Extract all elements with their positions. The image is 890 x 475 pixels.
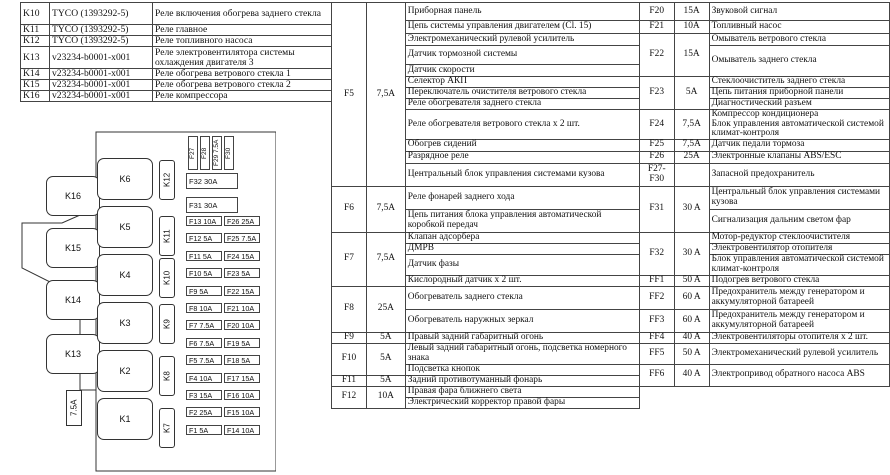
fuse-code: F22 [639, 34, 674, 77]
fuse-f20: F20 10A [224, 320, 260, 330]
relay-desc: Реле главное [153, 25, 332, 36]
fuse-desc: Электрический корректор правой фары [405, 397, 639, 408]
fuse-code: F6 [332, 186, 367, 232]
fuse-amp: 15A [674, 34, 709, 77]
relay-desc: Реле обогрева ветрового стекла 1 [153, 69, 332, 80]
fuse-amp: 10A [366, 386, 405, 408]
fuse-desc: Электровентилятор отопителя [709, 243, 889, 254]
fuse-desc: Центральный блок управления системами кузова [405, 163, 639, 186]
relay-row [21, 91, 332, 102]
relay-k7: K7 [159, 408, 175, 448]
fuse-desc: Правый задний габаритный огонь [405, 332, 639, 343]
fuse-code: F32 [639, 232, 674, 275]
fuse-code: FF2 [639, 286, 674, 309]
relay-code: K11 [21, 25, 50, 36]
fuse-amp: 5A [366, 375, 405, 386]
fuse-amp: 25A [366, 286, 405, 332]
fuse-amp: 7,5A [674, 110, 709, 140]
fuse-f16: F16 10A [224, 390, 260, 400]
fuse-desc: Стеклоочиститель заднего стекла [709, 77, 889, 88]
fuse-desc [709, 110, 889, 140]
fuse-amp: 5A [366, 343, 405, 375]
fuse-f24: F24 15A [224, 251, 260, 261]
fuse-desc: Датчик скорости [405, 65, 639, 77]
fuse-code: F26 [639, 151, 674, 163]
relay-row [21, 47, 332, 69]
fuse-f30: F30 [224, 136, 234, 170]
relay-code: K13 [21, 47, 50, 69]
fuse-desc: Блок управления автоматической системой климат-контроля [709, 254, 889, 275]
fuse-desc: Электромеханический рулевой усилитель [405, 34, 639, 46]
relay-k3: K3 [97, 302, 153, 344]
fuse-code: F11 [332, 375, 367, 386]
relay-k2: K2 [97, 350, 153, 392]
fuse-f13: F13 10A [186, 216, 222, 226]
fuse-desc: Электропривод обратного насоса ABS [709, 364, 889, 386]
fuse-desc: Реле обогревателя заднего стекла [405, 99, 639, 110]
fuse-desc: Селектор АКП [405, 77, 639, 88]
relay-code: K14 [21, 69, 50, 80]
fuse-code: FF5 [639, 343, 674, 364]
fuse-amp: 40 A [674, 364, 709, 386]
fuse-f3: F3 15A [186, 390, 222, 400]
fuse-f4: F4 10A [186, 373, 222, 383]
fuse-desc: Обогреватель заднего стекла [405, 286, 639, 309]
relay-k16: K16 [46, 176, 100, 216]
relay-k6: K6 [97, 158, 153, 200]
fuse-amp: 30 A [674, 232, 709, 275]
fuse-f8: F8 10A [186, 303, 222, 313]
fuse-box-diagram [12, 128, 276, 473]
relay-code: K16 [21, 91, 50, 102]
fuse-desc: Запасной предохранитель [709, 163, 889, 186]
relay-k13: K13 [46, 334, 100, 374]
fuse-amp: 7,5A [366, 232, 405, 286]
fuse-code: F20 [639, 3, 674, 21]
fuse-table [331, 2, 890, 409]
relay-k10: K10 [159, 258, 175, 298]
fuse-f17: F17 15A [224, 373, 260, 383]
fuse-f1: F1 5A [186, 425, 222, 435]
fuse-desc: Датчик педали тормоза [709, 139, 889, 151]
fuse-f19: F19 5A [224, 338, 260, 348]
fuse-desc: Центральный блок управления системами кузова [709, 186, 889, 209]
relay-code: K10 [21, 3, 50, 25]
fuse-amp: 30 A [674, 186, 709, 232]
fuse-desc: Звуковой сигнал [709, 3, 889, 21]
fuse-desc: Обогрев сидений [405, 139, 639, 151]
relay-k5: K5 [97, 206, 153, 248]
fuse-f31: F31 30A [186, 197, 238, 213]
fuse-code: F8 [332, 286, 367, 332]
relay-table [20, 2, 332, 102]
fuse-desc: Датчик тормозной системы [405, 46, 639, 65]
fuse-amp: 25A [674, 151, 709, 163]
fuse-amp [674, 163, 709, 186]
fuse-desc: Предохранитель между генератором и аккумуляторной батареей [709, 286, 889, 309]
relay-desc: Реле электровентилятора системы охлаждения двигателя 3 [153, 47, 332, 69]
relay-k4: K4 [97, 254, 153, 296]
relay-k8: K8 [159, 356, 175, 396]
fuse-f9: F9 5A [186, 286, 222, 296]
fuse-desc: Обогреватель наружных зеркал [405, 309, 639, 332]
fuse-f26: F26 25A [224, 216, 260, 226]
fuse-desc: Цепь питания блока управления автоматической коробкой передач [405, 209, 639, 232]
fuse-desc: Переключатель очистителя ветрового стекла [405, 88, 639, 99]
relay-part: v23234-b0001-x001 [50, 80, 153, 91]
fuse-desc: Сигнализация дальним светом фар [709, 209, 889, 232]
fuse-f32: F32 30A [186, 173, 238, 189]
fuse-code: F31 [639, 186, 674, 232]
fuse-f5: F5 7.5A [186, 355, 222, 365]
fuse-amp: 50 A [674, 343, 709, 364]
fuse-f25: F25 7.5A [224, 233, 260, 243]
fuse-desc-line: Компрессор кондиционера [711, 109, 819, 119]
fuse-f6: F6 7.5A [186, 338, 222, 348]
relay-code: K15 [21, 80, 50, 91]
fuse-code: F23 [639, 77, 674, 110]
fuse-desc: Датчик фазы [405, 254, 639, 275]
relay-row [21, 36, 332, 47]
relay-k14: K14 [46, 280, 100, 320]
fuse-desc: Цепь системы управления двигателем (Cl. 15) [405, 21, 639, 34]
fuse-f15: F15 10A [224, 407, 260, 417]
fuse-desc: Реле обогревателя ветрового стекла х 2 шт. [405, 110, 639, 140]
fuse-f10: F10 5A [186, 268, 222, 278]
fuse-amp: 7,5A [674, 139, 709, 151]
relay-k15: K15 [46, 228, 100, 268]
fuse-amp: 60 A [674, 309, 709, 332]
fuse-amp: 5A [674, 77, 709, 110]
fuse-amp: 60 A [674, 286, 709, 309]
fuse-desc: Омыватель ветрового стекла [709, 34, 889, 46]
fuse-code: F5 [332, 3, 367, 187]
relay-desc: Реле компрессора [153, 91, 332, 102]
fuse-desc: Омыватель заднего стекла [709, 46, 889, 77]
fuse-desc-line: Блок управления автоматической системой климат-контроля [711, 118, 884, 139]
relay-k9: K9 [159, 304, 175, 344]
fuse-desc: Левый задний габаритный огонь, подсветка номерного знака [405, 343, 639, 364]
fuse-code: F25 [639, 139, 674, 151]
fuse-code: F24 [639, 110, 674, 140]
fuse-desc: Мотор-редуктор стеклоочистителя [709, 232, 889, 243]
fuse-code: F9 [332, 332, 367, 343]
fuse-code: F21 [639, 21, 674, 34]
fuse-f7: F7 7.5A [186, 320, 222, 330]
fuse-code: FF6 [639, 364, 674, 386]
fuse-desc: Реле фонарей заднего хода [405, 186, 639, 209]
fuse-f12: F12 5A [186, 233, 222, 243]
relay-desc: Реле включения обогрева заднего стекла [153, 3, 332, 25]
fuse-f21: F21 10A [224, 303, 260, 313]
fuse-desc: Электронные клапаны ABS/ESC [709, 151, 889, 163]
fuse-desc: Цепь питания приборной панели [709, 88, 889, 99]
relay-part: v23234-b0001-x001 [50, 69, 153, 80]
relay-row [21, 25, 332, 36]
fuse-f11: F11 5A [186, 251, 222, 261]
fuse-amp: 50 A [674, 275, 709, 286]
fuse-f14: F14 10A [224, 425, 260, 435]
fuse-code: F7 [332, 232, 367, 286]
fuse-desc: Предохранитель между генератором и аккумуляторной батареей [709, 309, 889, 332]
fuse-amp: 40 A [674, 332, 709, 343]
fuse-f28: F28 [200, 136, 210, 170]
fuse-desc: Разрядное реле [405, 151, 639, 163]
fuse-desc: Диагностический разъем [709, 99, 889, 110]
fuse-desc: Правая фара ближнего света [405, 386, 639, 397]
fuse-desc: Кислородный датчик х 2 шт. [405, 275, 639, 286]
relay-part: TYCO (1393292-5) [50, 36, 153, 47]
side-fuse: 7.5A [66, 390, 82, 426]
relay-k12: K12 [159, 160, 175, 200]
fuse-code: FF3 [639, 309, 674, 332]
fuse-desc: Электровентиляторы отопителя х 2 шт. [709, 332, 889, 343]
fuse-code: FF1 [639, 275, 674, 286]
relay-k1: K1 [97, 398, 153, 440]
relay-row [21, 69, 332, 80]
fuse-code: F12 [332, 386, 367, 408]
fuse-f18: F18 5A [224, 355, 260, 365]
fuse-desc: ДМРВ [405, 243, 639, 254]
fuse-amp: 5A [366, 332, 405, 343]
fuse-f27: F27 [188, 136, 198, 170]
relay-k11: K11 [159, 216, 175, 256]
fuse-amp: 7,5A [366, 3, 405, 187]
fuse-desc: Подогрев ветрового стекла [709, 275, 889, 286]
fuse-code: F10 [332, 343, 367, 375]
fuse-desc: Подсветка кнопок [405, 364, 639, 375]
relay-part: v23234-b0001-x001 [50, 91, 153, 102]
fuse-amp: 7,5A [366, 186, 405, 232]
relay-part: TYCO (1393292-5) [50, 25, 153, 36]
fuse-f2: F2 25A [186, 407, 222, 417]
fuse-desc: Клапан адсорбера [405, 232, 639, 243]
fuse-code: FF4 [639, 332, 674, 343]
relay-row [21, 80, 332, 91]
fuse-f29: F29 7.5A [212, 136, 222, 170]
relay-code: K12 [21, 36, 50, 47]
fuse-code: F27-F30 [639, 163, 674, 186]
relay-part: v23234-b0001-x001 [50, 47, 153, 69]
fuse-desc: Задний противотуманный фонарь [405, 375, 639, 386]
fuse-desc: Электромеханический рулевой усилитель [709, 343, 889, 364]
relay-desc: Реле обогрева ветрового стекла 2 [153, 80, 332, 91]
fuse-f22: F22 15A [224, 286, 260, 296]
fuse-desc: Приборная панель [405, 3, 639, 21]
relay-desc: Реле топливного насоса [153, 36, 332, 47]
fuse-f23: F23 5A [224, 268, 260, 278]
relay-part: TYCO (1393292-5) [50, 3, 153, 25]
fuse-amp: 15A [674, 3, 709, 21]
fuse-amp: 10A [674, 21, 709, 34]
relay-row [21, 3, 332, 25]
fuse-desc: Топливный насос [709, 21, 889, 34]
